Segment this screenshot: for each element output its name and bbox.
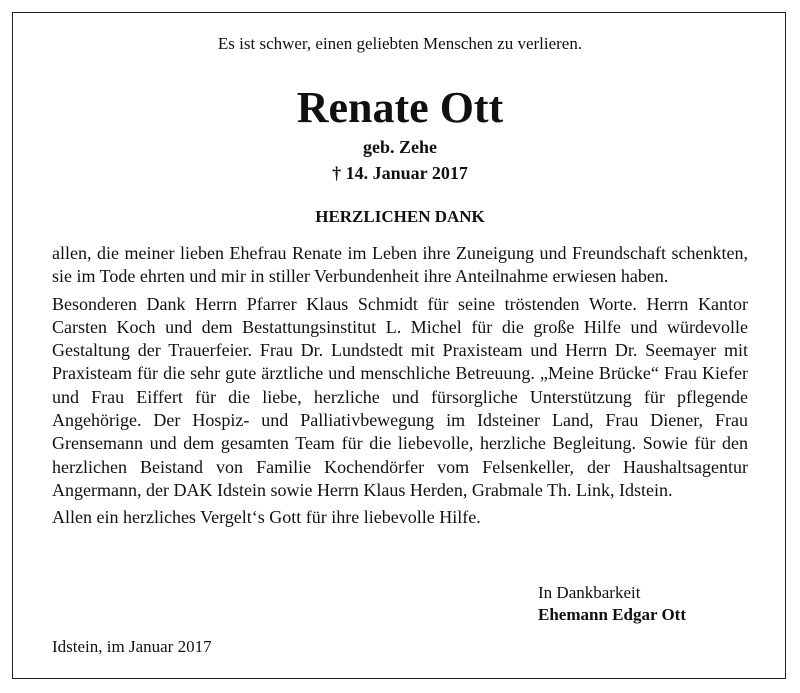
thanks-paragraph-closing: Allen ein herzliches Vergelt‘s Gott für ihre liebevolle Hilfe.	[52, 507, 481, 528]
deceased-name: Renate Ott	[296, 83, 504, 132]
signature-line: In Dankbarkeit	[538, 583, 641, 602]
signature-block	[538, 582, 686, 626]
signer-name: Ehemann Edgar Ott	[538, 605, 686, 624]
birth-name: geb. Zehe	[363, 137, 437, 157]
death-date: † 14. Januar 2017	[332, 163, 468, 183]
thanks-body	[52, 242, 748, 534]
motto-line: Es ist schwer, einen geliebten Menschen zu verlieren.	[217, 34, 583, 53]
place-date: Idstein, im Januar 2017	[52, 637, 212, 656]
thanks-paragraph-intro: allen, die meiner lieben Ehefrau Renate im Leben ihre Zuneigung und Freundschaft schenkten, sie im Tode ehrten und mir in stiller Verbundenheit ihre Anteilnahme erwiesen haben.	[52, 243, 748, 287]
thanks-heading: HERZLICHEN DANK	[315, 207, 485, 226]
thanks-paragraph-details: Besonderen Dank Herrn Pfarrer Klaus Schmidt für seine tröstenden Worte. Herrn Kantor Carsten Koch und dem Bestattungsinstitut L. Michel für die große Hilfe und würdevolle Gestaltung der Trauerfeier. Frau Dr. Lundstedt mit Praxisteam und Herrn Dr. Seemayer mit Praxisteam für die sehr gute ärztliche und menschliche Betreuung. „Meine Brücke“ Frau Kiefer und Frau Eiffert für die liebe, herzliche und fürsorgliche Unterstützung für pflegende Angehörige. Der Hospiz- und Palliativbewegung im Idsteiner Land, Frau Diener, Frau Grensemann und dem gesamten Team für die liebevolle, herzliche Begleitung. Sowie für den herzlichen Beistand von Familie Kochendörfer vom Felsenkeller, der Haushaltsagentur Angermann, der DAK Idstein sowie Herrn Klaus Herden, Grabmale Th. Link, Idstein.	[52, 293, 748, 500]
